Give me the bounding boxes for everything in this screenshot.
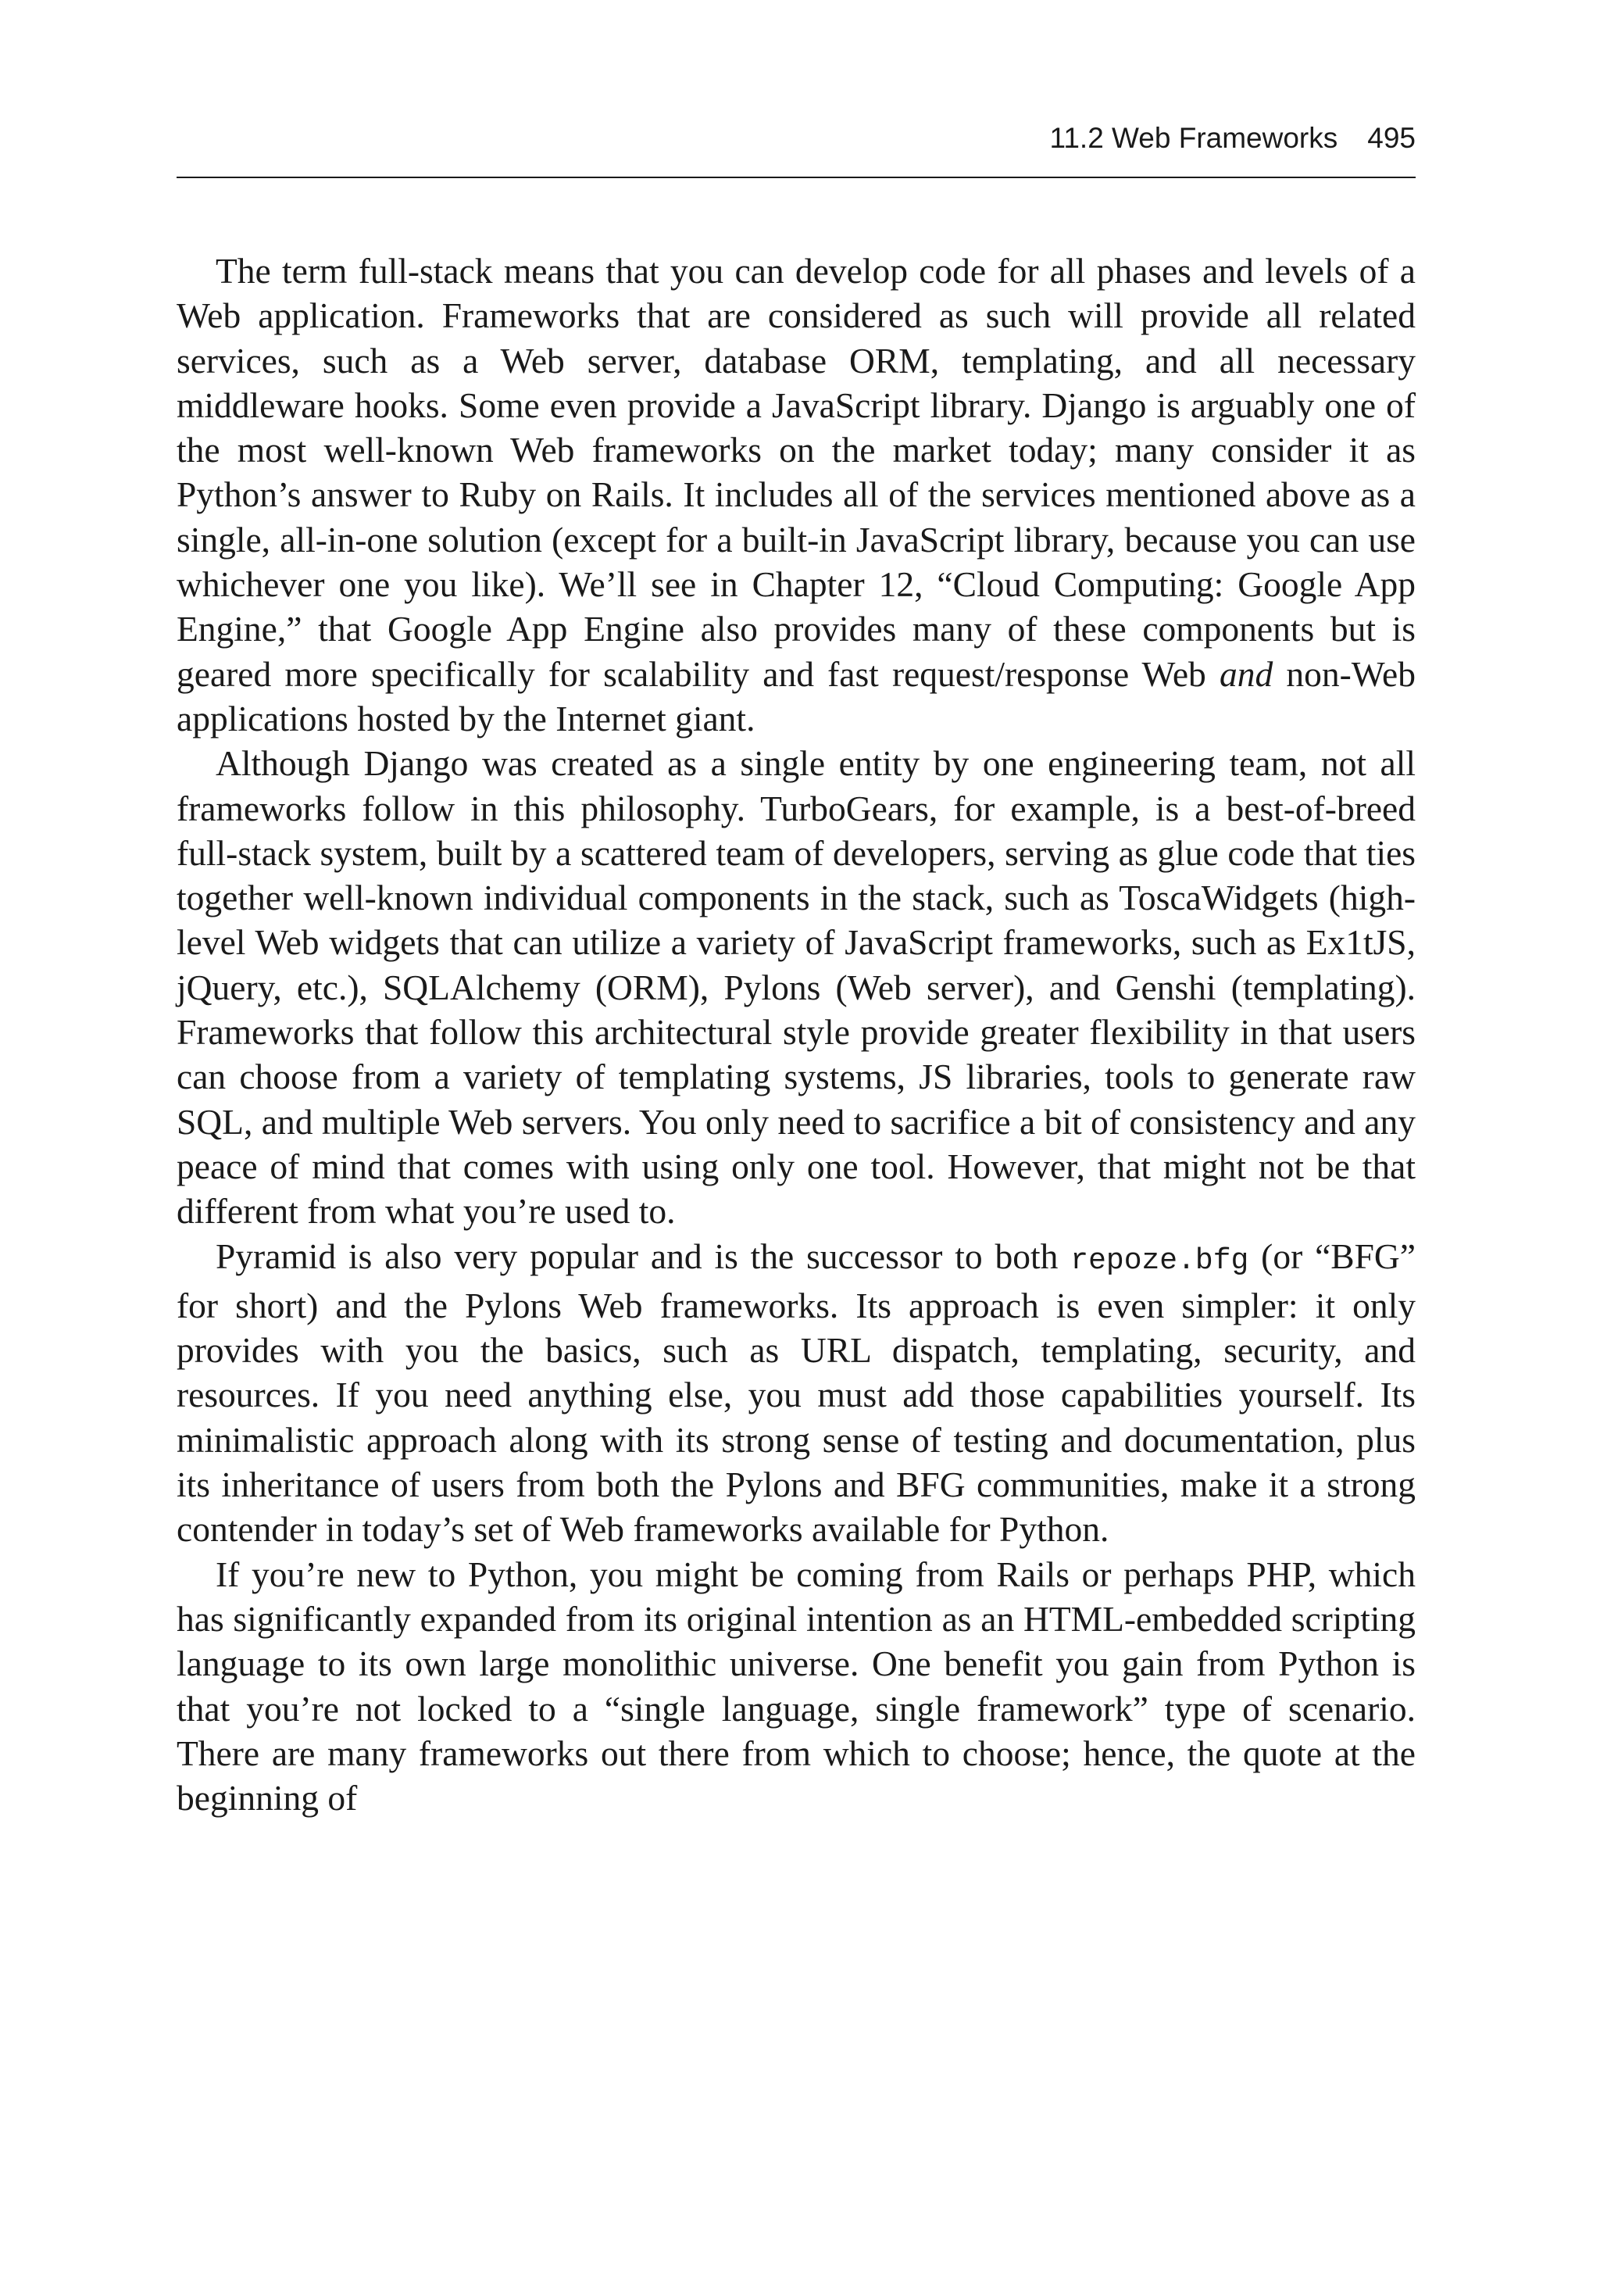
paragraph-text: Although Django was created as a single entity by one engineering team, not all frameworks follow in this philosophy. TurboGears, for example, is a best-of-breed full-stack system, built by a scattered team of developers, serving as glue code that ties together well-known individual components in the stack, such as ToscaWidgets (high-level Web widgets that can utilize a variety of JavaScript frameworks, such as Ex1tJS, jQuery, etc.), SQLAlchemy (ORM), Pylons (Web server), and Genshi (templating). Frameworks that follow this architectural style provide greater flexibility in that users can choose from a variety of templating systems, JS libraries, tools to generate raw SQL, and multiple Web servers. You only need to sacrifice a bit of consistency and any peace of mind that comes with using only one tool. However, that might not be that different from what you’re used to. — [177, 743, 1416, 1232]
paragraph-text-end: (or “BFG” for short) and the Pylons Web frameworks. Its approach is even simpler: it only provides with you the basics, such as URL dispatch, templating, security, and resources. If you need anything else, you must add those capabilities yourself. Its minimalistic approach along with its strong sense of testing and documentation, plus its inheritance of users from both the Pylons and BFG communities, make it a strong contender in today’s set of Web frameworks available for Python. — [177, 1236, 1416, 1550]
section-title: 11.2 Web Frameworks — [1049, 122, 1338, 154]
paragraph-turbogears — [177, 741, 1416, 1233]
paragraph-text: The term full-stack means that you can develop code for all phases and levels of a Web application. Frameworks that are considered as such will provide all related services, such as a Web server, database ORM, templating, and all necessary middleware hooks. Some even provide a JavaScript library. Django is arguably one of the most well-known Web frameworks on the market today; many consider it as Python’s answer to Ruby on Rails. It includes all of the services mentioned above as a single, all-in-one solution (except for a built-in JavaScript library, because you can use whichever one you like). We’ll see in Chapter 12, “Cloud Computing: Google App Engine,” that Google App Engine also provides many of these components but is geared more specifically for scalability and fast request/response Web — [177, 251, 1416, 694]
paragraph-text: If you’re new to Python, you might be coming from Rails or perhaps PHP, which has significantly expanded from its original intention as an HTML-embedded scripting language to its own large monolithic universe. One benefit you gain from Python is that you’re not locked to a “single language, single framework” type of scenario. There are many frameworks out there from which to choose; hence, the quote at the beginning of — [177, 1554, 1416, 1819]
code-repoze-bfg: repoze.bfg — [1070, 1243, 1249, 1278]
body-text — [177, 249, 1416, 1820]
paragraph-text: Pyramid is also very popular and is the successor to both — [216, 1236, 1071, 1276]
running-head — [177, 122, 1416, 178]
paragraph-python-choice — [177, 1552, 1416, 1821]
paragraph-pyramid — [177, 1234, 1416, 1552]
page-number: 495 — [1367, 122, 1416, 154]
paragraph-full-stack — [177, 249, 1416, 741]
paragraph-text-end: non-Web applications hosted by the Internet giant. — [177, 653, 1416, 739]
emphasis-and: and — [1219, 653, 1273, 694]
